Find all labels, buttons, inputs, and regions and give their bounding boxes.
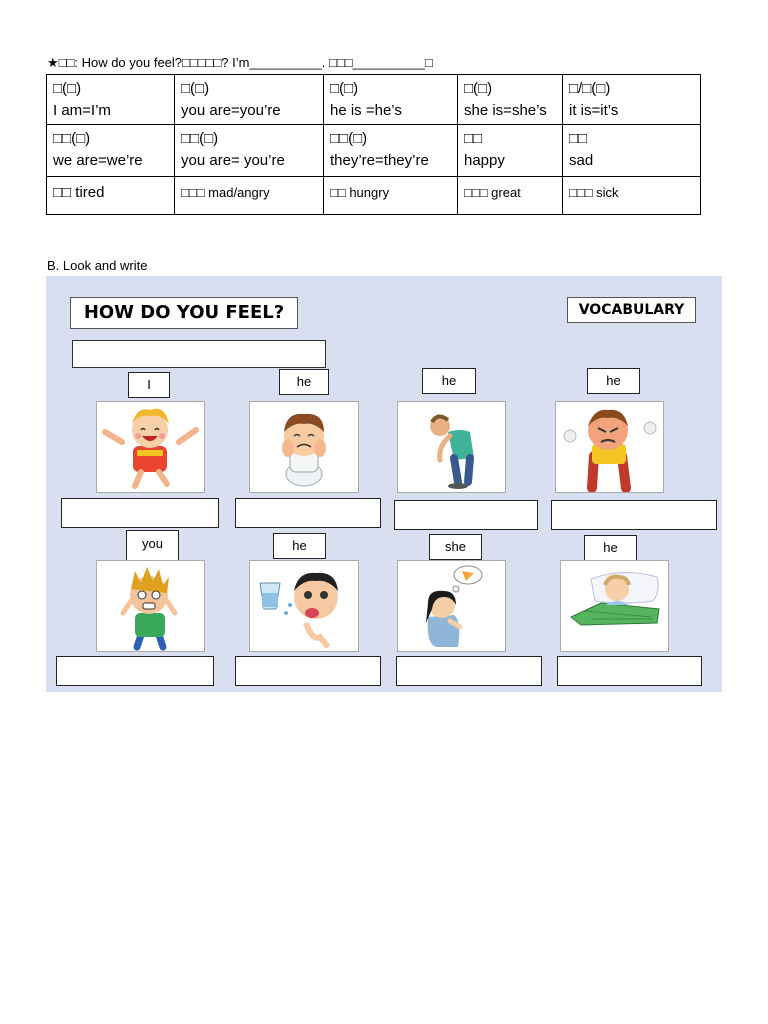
vocabulary-label: VOCABULARY <box>567 297 696 323</box>
hungry-girl-icon <box>397 560 506 652</box>
answer-box[interactable] <box>61 498 219 528</box>
answer-box[interactable] <box>235 656 381 686</box>
worksheet-heading: HOW DO YOU FEEL? <box>70 297 298 329</box>
sick-boy-icon <box>560 560 669 652</box>
answer-box[interactable] <box>396 656 542 686</box>
table-cell: □□□ sick <box>563 177 701 215</box>
table-cell: □(□) she is=she’s <box>458 75 563 125</box>
table-cell: □□ sad <box>563 125 701 177</box>
scared-boy-icon <box>96 560 205 652</box>
pronoun-box: he <box>584 535 637 561</box>
answer-box[interactable] <box>551 500 717 530</box>
table-row <box>47 125 701 177</box>
pronoun-box: she <box>429 534 482 560</box>
table-cell: □□(□) we are=we’re <box>47 125 175 177</box>
tired-boy-icon <box>397 401 506 493</box>
table-cell: □(□) I am=I’m <box>47 75 175 125</box>
table-cell: □(□) he is =he’s <box>324 75 458 125</box>
section-b-title: B. Look and write <box>47 258 148 273</box>
table-cell: □□(□) they’re=they’re <box>324 125 458 177</box>
pronoun-box: I <box>128 372 170 398</box>
table-cell: □□ tired <box>47 177 175 215</box>
prompt-line: ★□□: How do you feel?□□□□□? I’m__________. □□□__________□ <box>47 55 433 70</box>
thirsty-boy-icon <box>249 560 359 652</box>
answer-box[interactable] <box>235 498 381 528</box>
happy-boy-icon <box>96 401 205 493</box>
sad-boy-icon <box>249 401 359 493</box>
table-cell: □(□) you are=you’re <box>175 75 324 125</box>
answer-box[interactable] <box>56 656 214 686</box>
table-cell: □□ hungry <box>324 177 458 215</box>
angry-boy-icon <box>555 401 664 493</box>
grammar-table <box>46 74 701 215</box>
table-row <box>47 177 701 215</box>
pronoun-box: he <box>273 533 326 559</box>
table-cell: □□□ mad/angry <box>175 177 324 215</box>
pronoun-box: he <box>587 368 640 394</box>
table-cell: □/□(□) it is=it’s <box>563 75 701 125</box>
table-row <box>47 75 701 125</box>
answer-box[interactable] <box>394 500 538 530</box>
answer-box[interactable] <box>557 656 702 686</box>
table-cell: □□ happy <box>458 125 563 177</box>
pronoun-box: he <box>422 368 476 394</box>
table-cell: □□□ great <box>458 177 563 215</box>
vocabulary-answer-box[interactable] <box>72 340 326 368</box>
pronoun-box: he <box>279 369 329 395</box>
table-cell: □□(□) you are= you’re <box>175 125 324 177</box>
pronoun-box: you <box>126 530 179 562</box>
